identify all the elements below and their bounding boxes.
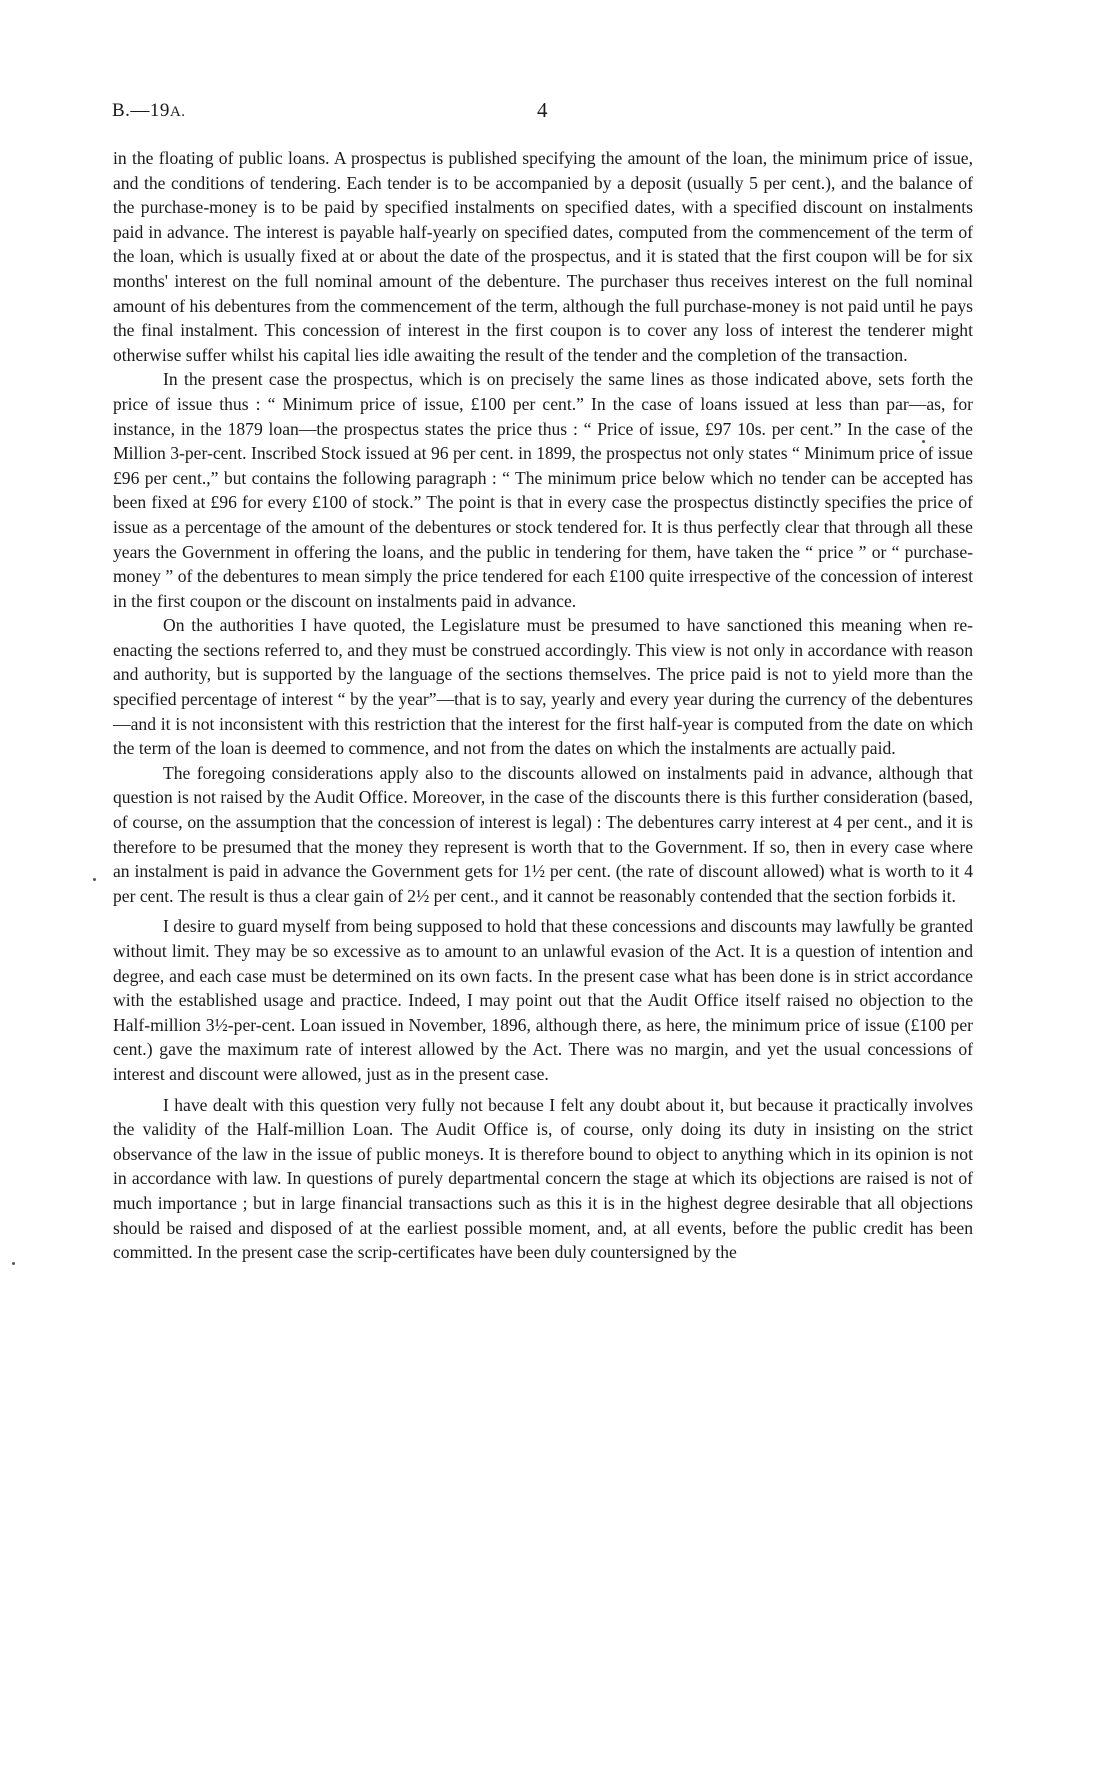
- page-number: 4: [537, 98, 548, 122]
- stray-mark: [922, 440, 925, 443]
- paragraph-continued: in the floating of public loans. A prospectus is published specifying the amount of the loan, the minimum price of issue, and the conditions of tendering. Each tender is to be accompanied by a deposit (usually 5 per cent.), and the balance of the purchase-money is to be paid by specified instalments on specified dates, with a specified discount on instalments paid in advance. The interest is payable half-yearly on specified dates, computed from the commencement of the term of the loan, which is usually fixed at or about the date of the prospectus, and it is stated that the first coupon will be for six months' interest on the full nominal amount of the debenture. The purchaser thus receives interest on the full nominal amount of his debentures from the commencement of the term, although the full purchase-money is not paid until he pays the final instalment. This concession of interest in the first coupon is to cover any loss of interest the tenderer might otherwise suffer whilst his capital lies idle awaiting the result of the tender and the completion of the transaction.: [113, 148, 973, 365]
- document-reference: [112, 100, 186, 122]
- page-header: [112, 100, 972, 130]
- paragraph-limits: I desire to guard myself from being supposed to hold that these concessions and discounts may lawfully be granted without limit. They may be so excessive as to amount to an unlawful evasion of the Act. It is a question of intention and degree, and each case must be determined on its own facts. In the present case what has been done is in strict accordance with the established usage and practice. Indeed, I may point out that the Audit Office itself raised no objection to the Half-million 3½-per-cent. Loan issued in November, 1896, although there, as here, the minimum price of issue (£100 per cent.) gave the maximum rate of interest allowed by the Act. There was no margin, and yet the usual concessions of interest and discount were allowed, just as in the present case.: [113, 916, 973, 1084]
- document-reference-suffix: A.: [169, 104, 186, 120]
- stray-mark: [93, 878, 96, 881]
- body-text: [113, 146, 973, 1265]
- paragraph-prospectus-price: In the present case the prospectus, which is on precisely the same lines as those indicated above, sets forth the price of issue thus : “ Minimum price of issue, £100 per cent.” In the case of loans issued at less than par—as, for instance, in the 1879 loan—the prospectus states the price thus : “ Price of issue, £97 10s. per cent.” In the case of the Million 3-per-cent. Inscribed Stock issued at 96 per cent. in 1899, the prospectus not only states “ Minimum price of issue £96 per cent.,” but contains the following paragraph : “ The minimum price below which no tender can be accepted has been fixed at £96 for every £100 of stock.” The point is that in every case the prospectus distinctly specifies the price of issue as a percentage of the amount of the debentures or stock tendered for. It is thus perfectly clear that through all these years the Government in offering the loans, and the public in tendering for them, have taken the “ price ” or “ purchase-money ” of the debentures to mean simply the price tendered for each £100 quite irrespective of the concession of interest in the first coupon or the discount on instalments paid in advance.: [113, 369, 973, 611]
- paragraph-audit-office: I have dealt with this question very fully not because I felt any doubt about it, but because it practically involves the validity of the Half-million Loan. The Audit Office is, of course, only doing its duty in insisting on the strict observance of the law in the issue of public moneys. It is therefore bound to object to anything which in its opinion is not in accordance with law. In questions of purely departmental concern the stage at which its objections are raised is not of much importance ; but in large financial transactions such as this it is in the highest degree desirable that all objections should be raised and disposed of at the earliest possible moment, and, at all events, before the public credit has been committed. In the present case the scrip-certificates have been duly countersigned by the: [113, 1094, 973, 1263]
- document-reference-main: B.—19: [112, 100, 170, 121]
- paragraph-discounts: The foregoing considerations apply also to the discounts allowed on instalments paid in advance, although that question is not raised by the Audit Office. Moreover, in the case of the discounts there is this further consideration (based, of course, on the assumption that the concession of interest is legal) : The debentures carry interest at 4 per cent., and it is therefore to be presumed that the money they represent is worth that to the Government. If so, then in every case where an instalment is paid in advance the Government gets for 1½ per cent. (the rate of discount allowed) what is worth to it 4 per cent. The result is thus a clear gain of 2½ per cent., and it cannot be reasonably contended that the section forbids it.: [113, 762, 973, 906]
- paragraph-legislature-sanction: On the authorities I have quoted, the Legislature must be presumed to have sanctioned this meaning when re-enacting the sections referred to, and they must be construed accordingly. This view is not only in accordance with reason and authority, but is supported by the language of the sections themselves. The price paid is not to yield more than the specified percentage of interest “ by the year”—that is to say, yearly and every year during the currency of the debentures—and it is not inconsistent with this restriction that the interest for the first half-year is computed from the date on which the term of the loan is deemed to commence, and not from the dates on which the instalments are actually paid.: [113, 615, 973, 759]
- stray-mark: [12, 1262, 15, 1265]
